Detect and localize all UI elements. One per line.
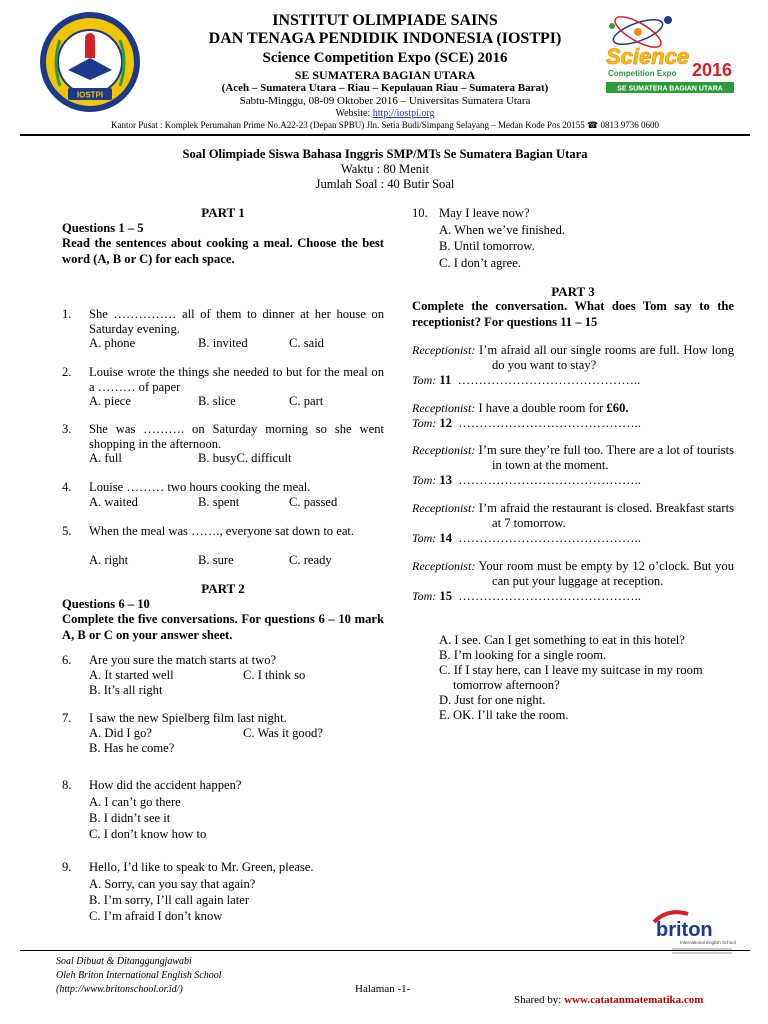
part2-heading: PART 2 [201,581,245,596]
header-line6: Sabtu-Minggu, 08-09 Oktober 2016 – Universitas Sumatera Utara [239,95,531,107]
header-line3: Science Competition Expo (SCE) 2016 [262,50,508,66]
option-c[interactable]: C. I don’t agree. [439,256,521,270]
option-b[interactable]: B. I’m looking for a single room. [439,648,607,662]
expo-banner: SE SUMATERA BAGIAN UTARA [617,85,723,93]
option-a[interactable]: A. piece [89,394,131,408]
header-line5: (Aceh – Sumatera Utara – Riau – Kepulauan Riau – Sumatera Barat) [221,82,549,94]
header-divider [20,134,750,136]
option-a[interactable]: A. phone [89,336,136,350]
option-a[interactable]: A. Did I go? [89,726,152,740]
footer-credit-2: Oleh Briton International English School [56,970,222,981]
shared-link[interactable]: www.catatanmatematika.com [564,994,704,1006]
option-a[interactable]: A. full [89,451,122,465]
option-c[interactable]: C. If I stay here, can I leave my suitcase in my room tomorrow afternoon? [439,663,703,692]
footer-credit-1: Soal Dibuat & Ditanggungjawabi [56,956,192,967]
option-b[interactable]: B. slice [198,394,236,408]
dialogue-15: Receptionist: Your room must be empty by 12 o’clock. But you can put your luggage at reception. Tom: 15 …………………………………….. [412,559,734,603]
website-link[interactable]: http://iostpi.org [372,108,435,119]
option-a[interactable]: A. I can’t go there [89,795,181,809]
footer-divider [20,950,750,951]
option-a[interactable]: A. waited [89,495,138,509]
answer-blank[interactable]: …………………………………….. [458,531,641,545]
option-c[interactable]: C. part [289,394,324,408]
part3-instruction: Complete the conversation. What does Tom say to the receptionist? For questions 11 – 15 [412,299,734,329]
option-b[interactable]: B. It’s all right [89,683,163,697]
page-number: Halaman -1- [355,983,411,995]
answer-blank[interactable]: …………………………………….. [458,589,641,603]
option-d[interactable]: D. Just for one night. [439,693,546,707]
option-a[interactable]: A. It started well [89,668,174,682]
expo-word-science: Science [606,44,690,69]
science-expo-logo [598,12,738,96]
receptionist-label: Receptionist: [412,343,476,357]
option-b[interactable]: B. I didn’t see it [89,811,171,825]
answer-blank[interactable]: …………………………………….. [458,473,641,487]
option-b[interactable]: B. invited [198,336,248,350]
option-b[interactable]: B. sure [198,553,234,567]
exam-title: Soal Olimpiade Siswa Bahasa Inggris SMP/MTs Se Sumatera Bagian Utara [182,147,588,161]
header-line1: INSTITUT OLIMPIADE SAINS [272,12,498,29]
option-b[interactable]: B. I’m sorry, I’ll call again later [89,893,250,907]
part3-heading: PART 3 [551,284,595,299]
option-c[interactable]: C. I don’t know how to [89,827,207,841]
part1-instruction: Read the sentences about cooking a meal. Choose the best word (A, B or C) for each space. [62,236,384,266]
iostpi-logo [38,10,142,114]
shared-by [514,994,703,1006]
expo-word-competition: Competition Expo [608,69,677,78]
part2-instruction: Complete the five conversations. For questions 6 – 10 mark A, B or C on your answer sheet. [62,612,384,642]
option-c[interactable]: C. I’m afraid I don’t know [89,909,223,923]
option-c[interactable]: C. passed [289,495,338,509]
option-a[interactable]: A. When we’ve finished. [439,223,566,237]
option-a[interactable]: A. I see. Can I get something to eat in this hotel? [439,633,685,647]
logo-left-text: IOSTPI [76,90,104,100]
tom-label: Tom: [412,373,437,387]
part3-options [439,633,735,723]
shared-label: Shared by: [514,994,562,1006]
answer-blank[interactable]: …………………………………….. [458,416,641,430]
website-label: Website: [335,108,371,119]
dialogue-14: Receptionist: I’m afraid the restaurant is closed. Breakfast starts at 7 tomorrow. Tom: 14 …………………………………….. [412,501,734,545]
expo-year: 2016 [692,60,733,80]
dialogue-12: Receptionist: I have a double room for £60. Tom: 12 …………………………………….. [412,401,641,430]
part1-subheading: Questions 1 – 5 [62,221,144,235]
option-e[interactable]: E. OK. I’ll take the room. [439,708,569,722]
option-b[interactable]: B. Until tomorrow. [439,239,535,253]
header-line4: SE SUMATERA BAGIAN UTARA [294,68,476,82]
option-b[interactable]: B. spent [198,495,240,509]
option-b[interactable]: B. Has he come? [89,741,175,755]
website-line [150,108,620,119]
option-a[interactable]: A. Sorry, can you say that again? [89,877,256,891]
exam-count: Jumlah Soal : 40 Butir Soal [315,177,455,191]
part2-subheading: Questions 6 – 10 [62,597,150,611]
dialogue-11: Receptionist: I’m afraid all our single rooms are full. How long do you want to stay? Tom: 11 …………………………………….. [412,343,734,387]
office-address: Kantor Pusat : Komplek Perumahan Prime No.A22-23 (Depan SPBU) Jln. Setia Budi/Simpang Selayang – Medan Kode Pos 20155 ☎ 0813 9736 0600 [111,120,659,130]
briton-wordmark: briton [656,919,713,941]
option-c[interactable]: C. Was it good? [243,726,323,740]
footer-credit-3[interactable]: (http://www.britonschool.or.id/) [56,984,183,995]
part1-heading: PART 1 [201,205,245,220]
exam-time: Waktu : 80 Menit [340,162,430,176]
answer-blank[interactable]: …………………………………….. [457,373,641,387]
dialogue-13: Receptionist: I’m sure they’re full too. There are a lot of tourists in town at the moment. Tom: 13 …………………………………….. [412,443,734,487]
briton-sub: International English School [680,940,736,945]
header-line2: DAN TENAGA PENDIDIK INDONESIA (IOSTPI) [208,30,562,47]
option-c[interactable]: C. said [289,336,324,350]
option-c[interactable]: C. I think so [243,668,306,682]
option-a[interactable]: A. right [89,553,129,567]
option-b[interactable]: B. busyC. difficult [198,451,292,465]
option-c[interactable]: C. ready [289,553,332,567]
